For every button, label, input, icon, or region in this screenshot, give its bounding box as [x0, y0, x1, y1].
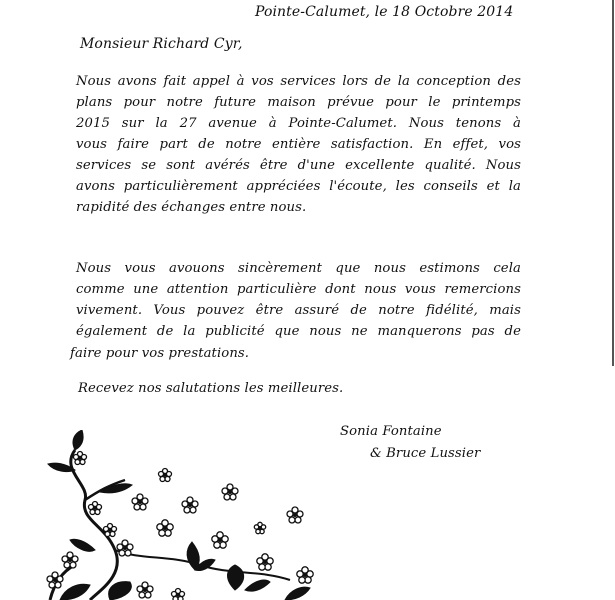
paragraph-line: vivement. Vous pouvez être assuré de notre fidélité, mais: [76, 303, 521, 318]
paragraph-line: faire pour vos prestations.: [70, 346, 250, 361]
paragraph-line: rapidité des échanges entre nous.: [76, 200, 307, 215]
paragraph-line: avons particulièrement appréciées l'écoute, les conseils et la: [76, 179, 521, 194]
paragraph-line: vous faire part de notre entière satisfaction. En effet, vos: [76, 137, 521, 152]
salutation: Monsieur Richard Cyr,: [80, 36, 243, 52]
closing: Recevez nos salutations les meilleures.: [78, 381, 344, 396]
paragraph-line: comme une attention particulière dont nous vous remercions: [76, 282, 521, 297]
place-date: Pointe-Calumet, le 18 Octobre 2014: [255, 4, 514, 20]
signature-1: Sonia Fontaine: [340, 424, 442, 439]
floral-vine-ornament-icon: [30, 430, 330, 600]
paragraph-line: services se sont avérés être d'une excellente qualité. Nous: [76, 158, 521, 173]
paragraph-line: Nous vous avouons sincèrement que nous estimons cela: [76, 261, 521, 276]
paragraph-line: plans pour notre future maison prévue pour le printemps: [76, 95, 521, 110]
paragraph-line: Nous avons fait appel à vos services lors de la conception des: [76, 74, 521, 89]
paragraph-line: 2015 sur la 27 avenue à Pointe-Calumet. Nous tenons à: [76, 116, 521, 131]
page-edge-line: [612, 0, 614, 366]
paragraph-line: également de la publicité que nous ne manquerons pas de: [76, 324, 521, 339]
signature-2: & Bruce Lussier: [370, 446, 481, 461]
